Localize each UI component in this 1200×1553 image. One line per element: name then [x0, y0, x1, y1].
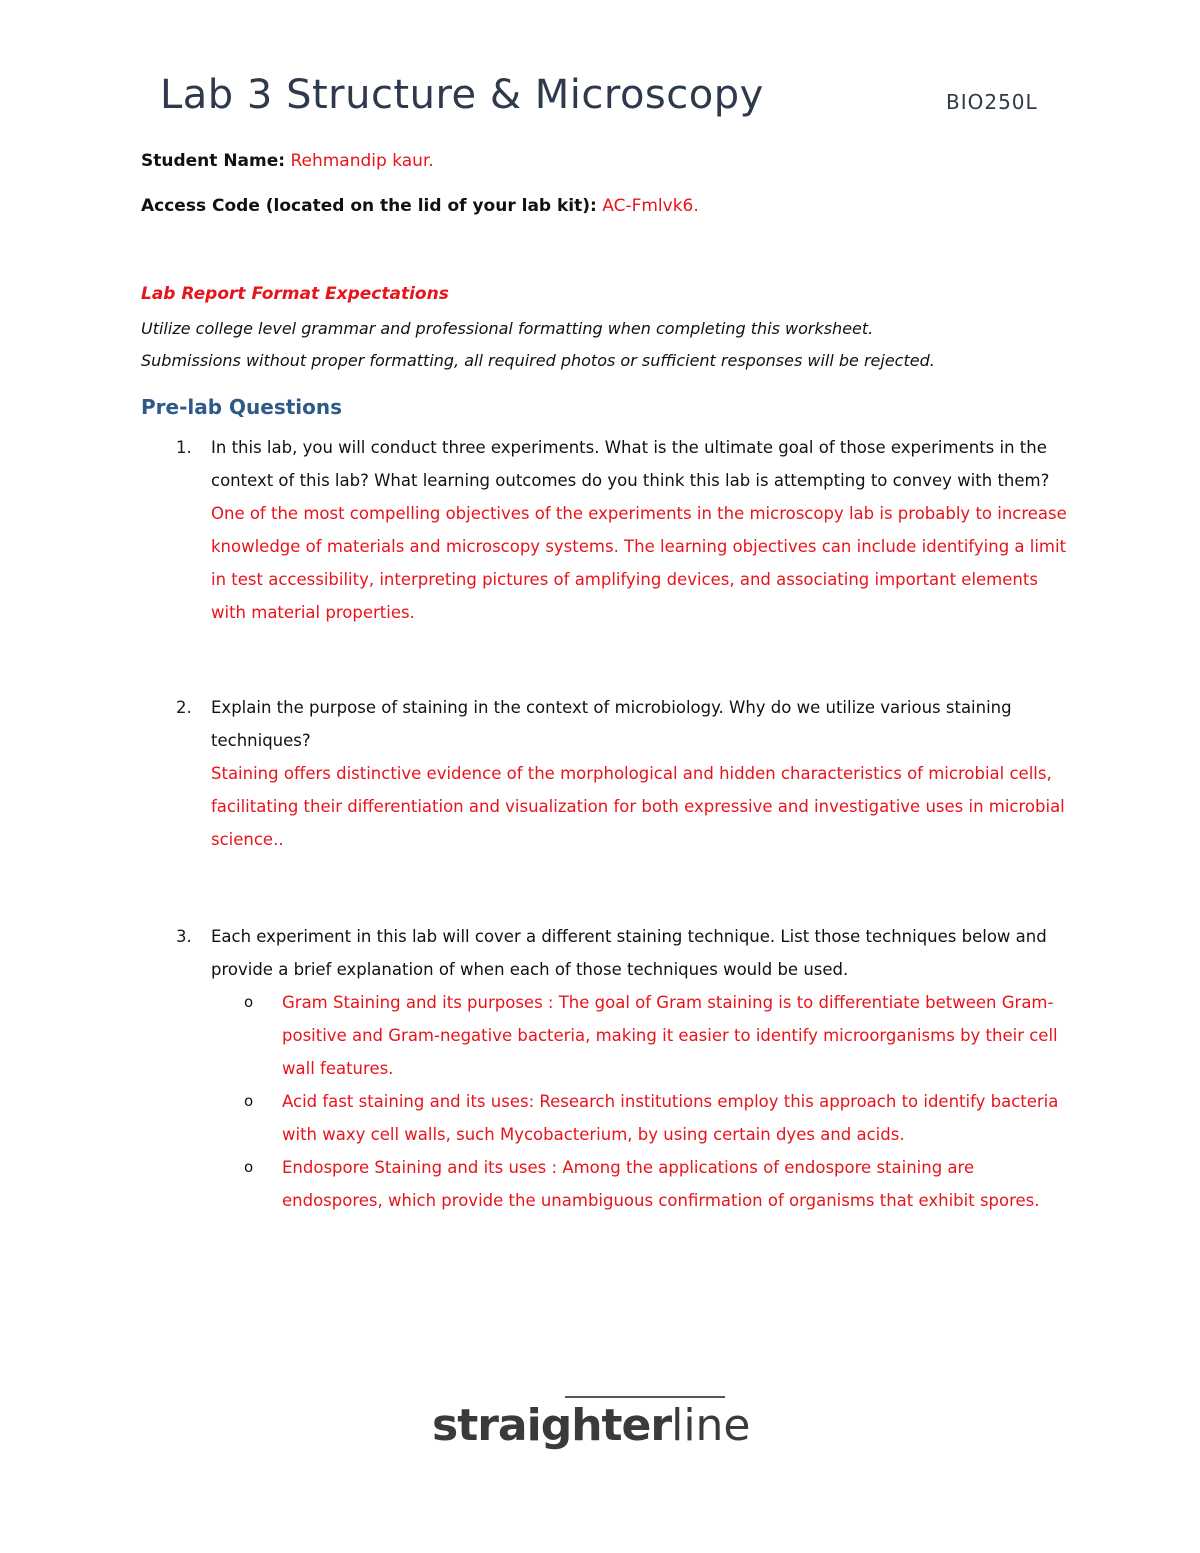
technique-list — [211, 986, 1076, 1217]
student-name-label: Student Name: — [141, 151, 286, 171]
question-text: Each experiment in this lab will cover a different staining technique. List those techniques below and provide a brief explanation of when each of those techniques would be used. — [211, 927, 1047, 979]
format-heading: Lab Report Format Expectations — [141, 284, 449, 304]
logo-wordmark — [432, 1400, 751, 1451]
logo-rule — [565, 1396, 725, 1398]
technique-text: Gram Staining and its purposes : The goal of Gram staining is to differentiate between Gram-positive and Gram-negative bacteria, making it easier to identify microorganisms by their cell wall features. — [282, 993, 1058, 1078]
question-number: 2. — [176, 698, 192, 717]
circle-bullet-icon: o — [244, 1158, 254, 1176]
access-code-label: Access Code (located on the lid of your lab kit): — [141, 196, 597, 216]
logo-word-bold: straighter — [432, 1400, 672, 1451]
list-item — [211, 986, 1076, 1085]
question-text: In this lab, you will conduct three experiments. What is the ultimate goal of those experiments in the context of this lab? What learning outcomes do you think this lab is attempting to convey with them? — [211, 438, 1050, 490]
page-title: Lab 3 Structure & Microscopy — [160, 72, 764, 118]
logo-word-light: line — [671, 1400, 751, 1451]
access-code-field — [141, 196, 699, 216]
straighterline-logo — [432, 1396, 762, 1458]
question-1 — [176, 431, 1076, 629]
question-3 — [176, 920, 1076, 1217]
answer-text: One of the most compelling objectives of the experiments in the microscopy lab is probably to increase knowledge of materials and microscopy systems. The learning objectives can include identifying a limit in test accessibility, interpreting pictures of amplifying devices, and associating important elements with material properties. — [211, 504, 1067, 622]
access-code-value: AC-Fmlvk6. — [602, 196, 699, 216]
technique-text: Acid fast staining and its uses: Research institutions employ this approach to identify bacteria with waxy cell walls, such Mycobacterium, by using certain dyes and acids. — [282, 1092, 1059, 1144]
question-number: 3. — [176, 927, 192, 946]
circle-bullet-icon: o — [244, 1092, 254, 1110]
format-line: Utilize college level grammar and professional formatting when completing this worksheet. — [141, 319, 874, 338]
question-2 — [176, 691, 1076, 856]
question-text: Explain the purpose of staining in the context of microbiology. Why do we utilize various staining techniques? — [211, 698, 1012, 750]
list-item — [211, 1151, 1076, 1217]
prelab-heading: Pre-lab Questions — [141, 395, 343, 419]
answer-text: Staining offers distinctive evidence of the morphological and hidden characteristics of microbial cells, facilitating their differentiation and visualization for both expressive and investigative uses in microbial science.. — [211, 764, 1065, 849]
circle-bullet-icon: o — [244, 993, 254, 1011]
question-number: 1. — [176, 438, 192, 457]
course-code: BIO250L — [946, 90, 1038, 114]
student-name-field — [141, 151, 434, 171]
format-line: Submissions without proper formatting, all required photos or sufficient responses will be rejected. — [141, 351, 935, 370]
list-item — [211, 1085, 1076, 1151]
technique-text: Endospore Staining and its uses : Among the applications of endospore staining are endospores, which provide the unambiguous confirmation of organisms that exhibit spores. — [282, 1158, 1040, 1210]
student-name-value: Rehmandip kaur. — [290, 151, 434, 171]
